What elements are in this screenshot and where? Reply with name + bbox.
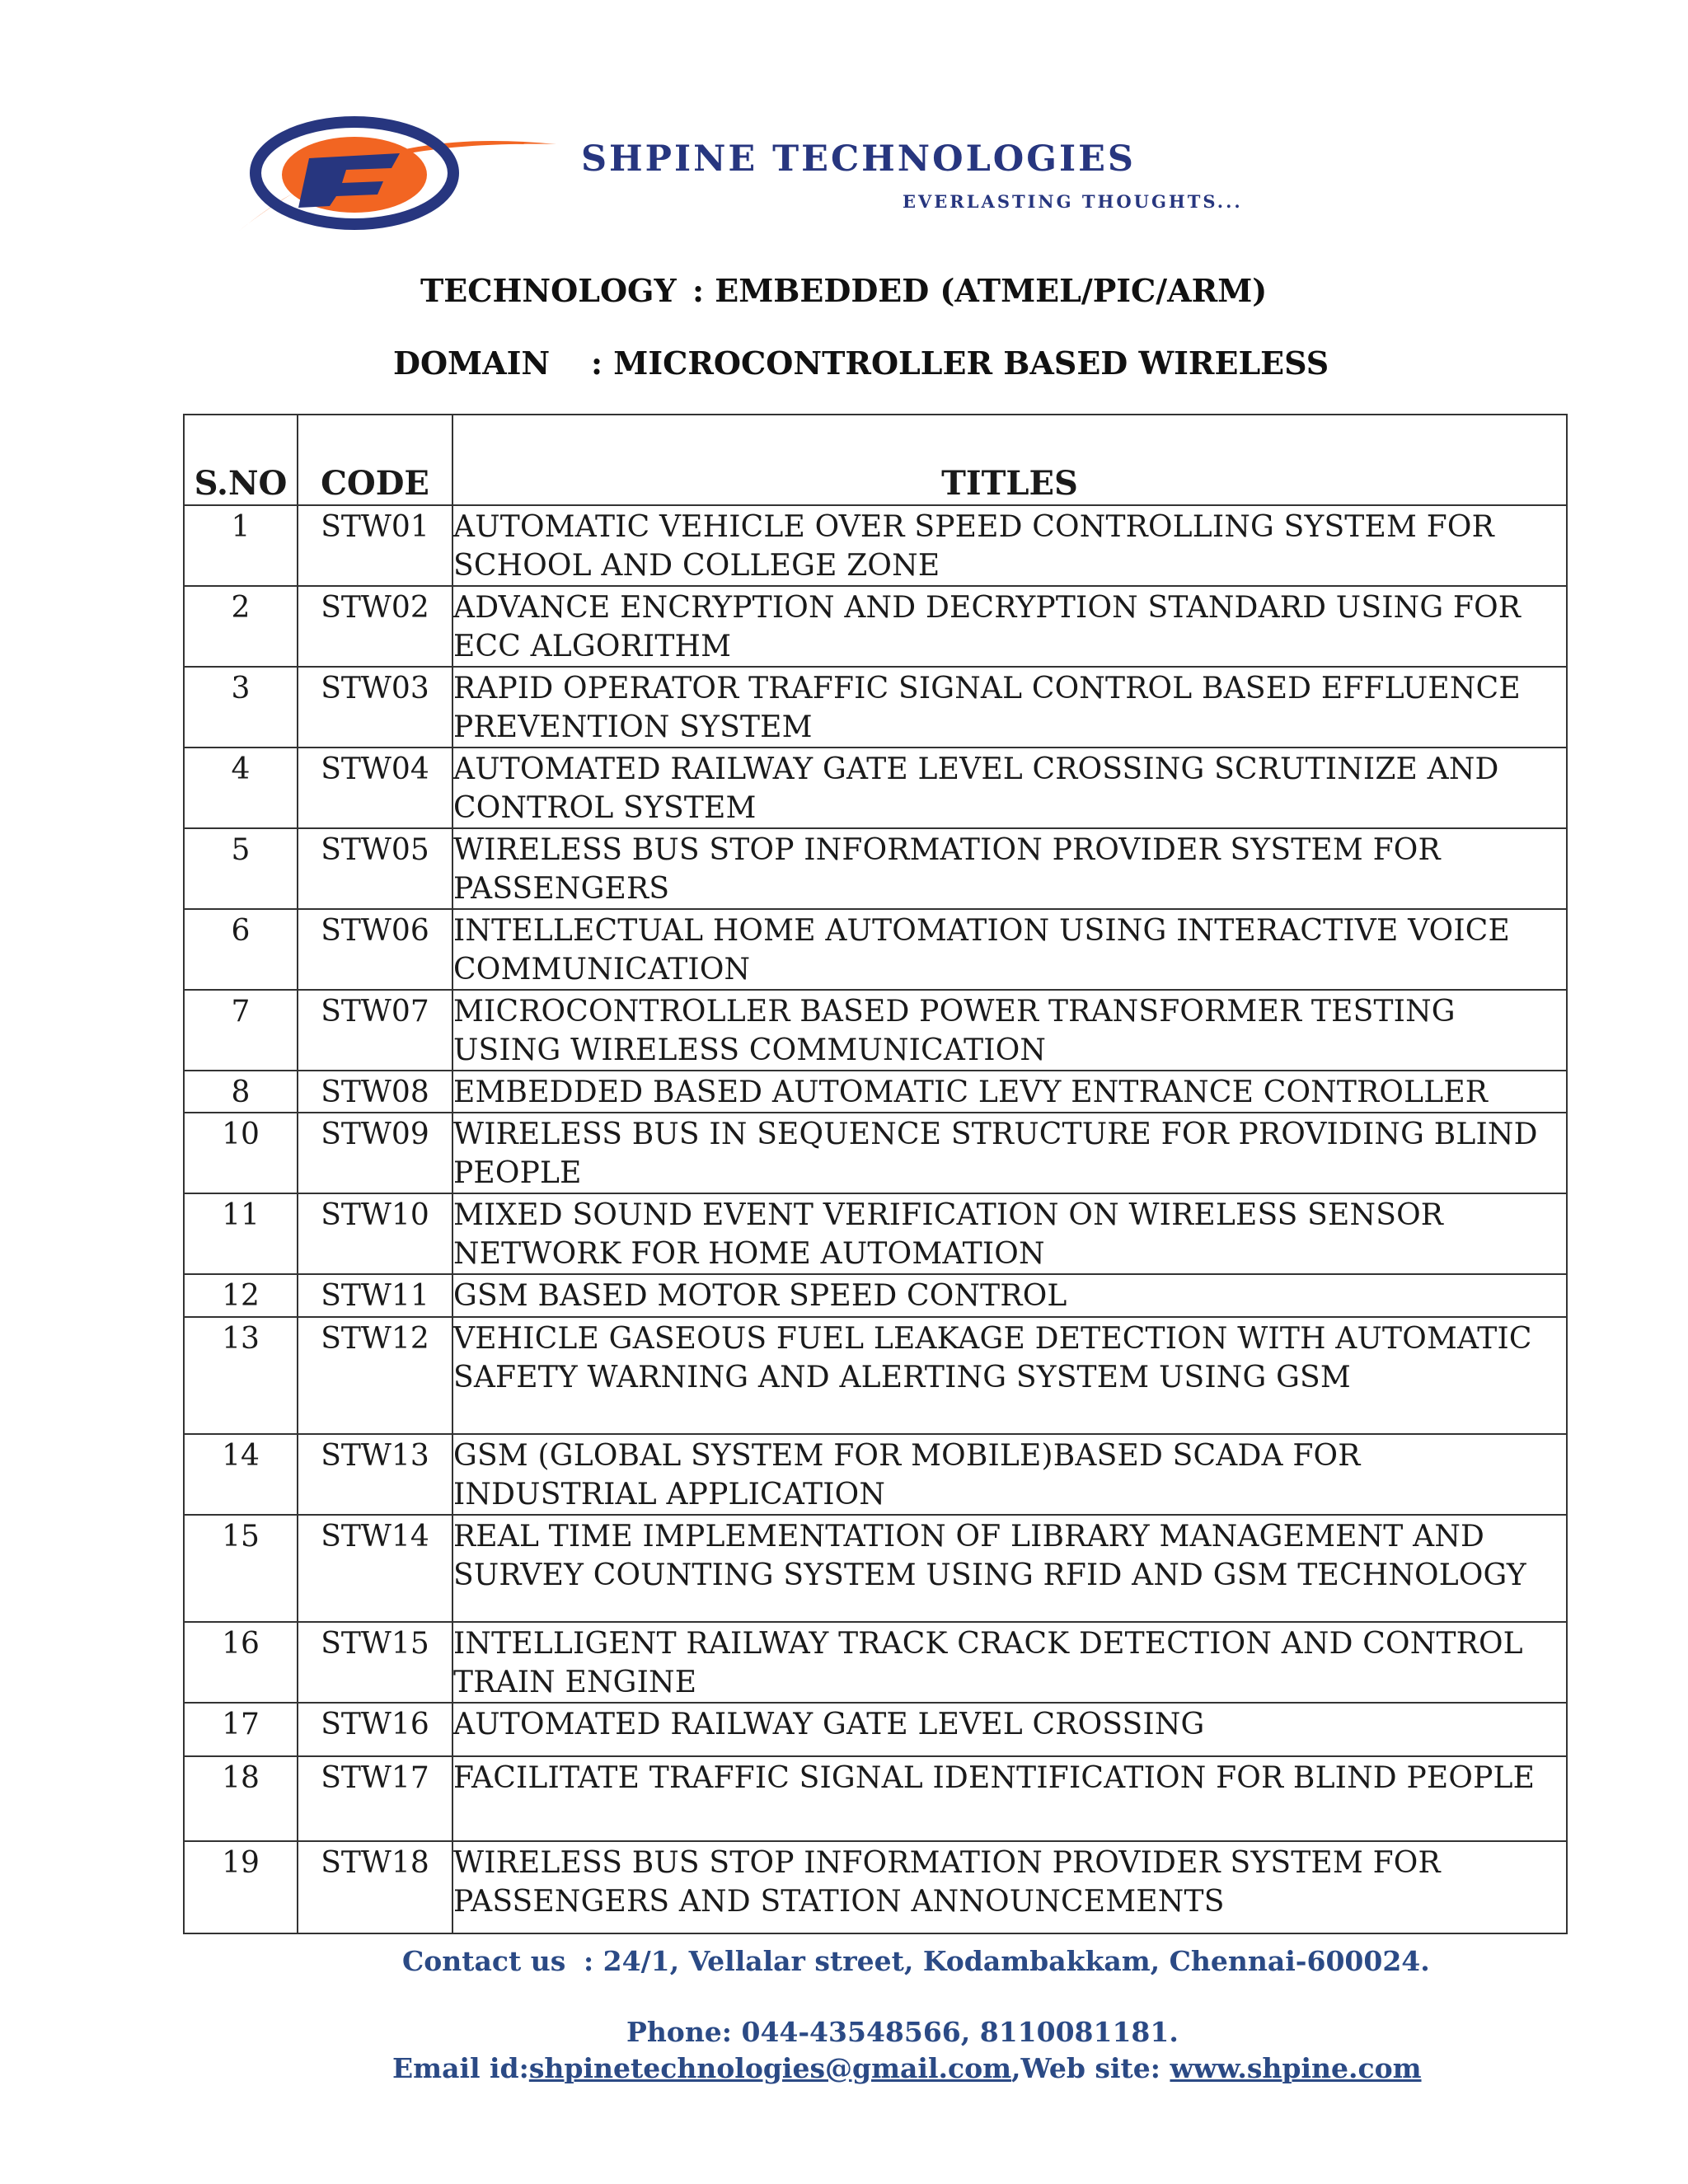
table-row — [184, 667, 1567, 748]
table-row — [184, 909, 1567, 990]
cell-sno: 15 — [184, 1515, 298, 1622]
cell-code: STW11 — [298, 1274, 452, 1317]
cell-code: STW04 — [298, 748, 452, 828]
cell-title: ADVANCE ENCRYPTION AND DECRYPTION STANDARD USING FOR ECC ALGORITHM — [452, 586, 1567, 667]
phone-line: Phone: 044-43548566, 8110081181. — [626, 2016, 1179, 2048]
cell-title: MICROCONTROLLER BASED POWER TRANSFORMER TESTING USING WIRELESS COMMUNICATION — [452, 990, 1567, 1071]
project-table — [183, 414, 1568, 1934]
table-row — [184, 1113, 1567, 1193]
domain-line — [393, 344, 1329, 382]
table-row — [184, 586, 1567, 667]
table-row — [184, 1193, 1567, 1274]
cell-sno: 5 — [184, 828, 298, 909]
cell-code: STW07 — [298, 990, 452, 1071]
cell-code: STW02 — [298, 586, 452, 667]
cell-code: STW10 — [298, 1193, 452, 1274]
table-header-row — [184, 415, 1567, 505]
cell-code: STW03 — [298, 667, 452, 748]
table-row — [184, 1756, 1567, 1841]
table-row — [184, 748, 1567, 828]
table-row — [184, 1841, 1567, 1933]
header-sno: S.NO — [184, 415, 298, 505]
cell-code: STW16 — [298, 1703, 452, 1756]
technology-label: TECHNOLOGY — [420, 272, 677, 309]
cell-title: REAL TIME IMPLEMENTATION OF LIBRARY MANAGEMENT AND SURVEY COUNTING SYSTEM USING RFID AND GSM TECHNOLOGY — [452, 1515, 1567, 1622]
cell-title: MIXED SOUND EVENT VERIFICATION ON WIRELESS SENSOR NETWORK FOR HOME AUTOMATION — [452, 1193, 1567, 1274]
table-body — [184, 505, 1567, 1933]
cell-sno: 3 — [184, 667, 298, 748]
cell-title: AUTOMATED RAILWAY GATE LEVEL CROSSING SCRUTINIZE AND CONTROL SYSTEM — [452, 748, 1567, 828]
header-code: CODE — [298, 415, 452, 505]
table-row — [184, 1434, 1567, 1515]
cell-title: WIRELESS BUS STOP INFORMATION PROVIDER SYSTEM FOR PASSENGERS — [452, 828, 1567, 909]
cell-code: STW17 — [298, 1756, 452, 1841]
cell-sno: 1 — [184, 505, 298, 586]
cell-code: STW09 — [298, 1113, 452, 1193]
email-link[interactable]: shpinetechnologies@gmail.com — [528, 2052, 1011, 2084]
cell-title: WIRELESS BUS IN SEQUENCE STRUCTURE FOR PROVIDING BLIND PEOPLE — [452, 1113, 1567, 1193]
cell-code: STW14 — [298, 1515, 452, 1622]
table-row — [184, 1274, 1567, 1317]
company-name: SHPINE TECHNOLOGIES — [581, 138, 1136, 180]
cell-code: STW06 — [298, 909, 452, 990]
cell-title: INTELLIGENT RAILWAY TRACK CRACK DETECTION AND CONTROL TRAIN ENGINE — [452, 1622, 1567, 1703]
cell-sno: 11 — [184, 1193, 298, 1274]
cell-title: VEHICLE GASEOUS FUEL LEAKAGE DETECTION WITH AUTOMATIC SAFETY WARNING AND ALERTING SYSTEM USING GSM — [452, 1317, 1567, 1434]
table-row — [184, 1622, 1567, 1703]
cell-sno: 18 — [184, 1756, 298, 1841]
table-row — [184, 828, 1567, 909]
cell-title: GSM BASED MOTOR SPEED CONTROL — [452, 1274, 1567, 1317]
cell-title: FACILITATE TRAFFIC SIGNAL IDENTIFICATION FOR BLIND PEOPLE — [452, 1756, 1567, 1841]
cell-sno: 16 — [184, 1622, 298, 1703]
contact-address: : 24/1, Vellalar street, Kodambakkam, Chennai-600024. — [584, 1945, 1430, 1977]
header-titles: TITLES — [452, 415, 1567, 505]
table-row — [184, 1071, 1567, 1113]
table-row — [184, 990, 1567, 1071]
cell-title: AUTOMATED RAILWAY GATE LEVEL CROSSING — [452, 1703, 1567, 1756]
cell-sno: 4 — [184, 748, 298, 828]
email-label: Email id: — [392, 2052, 529, 2084]
cell-sno: 6 — [184, 909, 298, 990]
cell-code: STW13 — [298, 1434, 452, 1515]
cell-sno: 19 — [184, 1841, 298, 1933]
cell-code: STW08 — [298, 1071, 452, 1113]
domain-value: : MICROCONTROLLER BASED WIRELESS — [591, 344, 1329, 382]
table-row — [184, 1703, 1567, 1756]
cell-code: STW12 — [298, 1317, 452, 1434]
website-label: ,Web site: — [1011, 2052, 1170, 2084]
domain-label: DOMAIN — [393, 344, 551, 382]
cell-code: STW01 — [298, 505, 452, 586]
cell-title: INTELLECTUAL HOME AUTOMATION USING INTERACTIVE VOICE COMMUNICATION — [452, 909, 1567, 990]
cell-sno: 13 — [184, 1317, 298, 1434]
technology-line — [420, 272, 1267, 309]
cell-code: STW05 — [298, 828, 452, 909]
cell-title: GSM (GLOBAL SYSTEM FOR MOBILE)BASED SCADA FOR INDUSTRIAL APPLICATION — [452, 1434, 1567, 1515]
cell-code: STW15 — [298, 1622, 452, 1703]
cell-title: AUTOMATIC VEHICLE OVER SPEED CONTROLLING SYSTEM FOR SCHOOL AND COLLEGE ZONE — [452, 505, 1567, 586]
table-row — [184, 1317, 1567, 1434]
cell-title: EMBEDDED BASED AUTOMATIC LEVY ENTRANCE CONTROLLER — [452, 1071, 1567, 1113]
cell-title: RAPID OPERATOR TRAFFIC SIGNAL CONTROL BASED EFFLUENCE PREVENTION SYSTEM — [452, 667, 1567, 748]
company-logo — [223, 107, 569, 239]
cell-sno: 7 — [184, 990, 298, 1071]
cell-sno: 8 — [184, 1071, 298, 1113]
cell-sno: 17 — [184, 1703, 298, 1756]
technology-value: : EMBEDDED (ATMEL/PIC/ARM) — [692, 272, 1268, 309]
cell-sno: 10 — [184, 1113, 298, 1193]
email-line — [392, 2052, 1422, 2084]
cell-sno: 12 — [184, 1274, 298, 1317]
table-row — [184, 505, 1567, 586]
website-link[interactable]: www.shpine.com — [1170, 2052, 1422, 2084]
cell-sno: 14 — [184, 1434, 298, 1515]
contact-label: Contact us — [402, 1945, 566, 1977]
cell-sno: 2 — [184, 586, 298, 667]
contact-line — [402, 1945, 1430, 1977]
cell-title: WIRELESS BUS STOP INFORMATION PROVIDER SYSTEM FOR PASSENGERS AND STATION ANNOUNCEMENTS — [452, 1841, 1567, 1933]
table-row — [184, 1515, 1567, 1622]
cell-code: STW18 — [298, 1841, 452, 1933]
company-tagline: EVERLASTING THOUGHTS... — [903, 191, 1243, 212]
